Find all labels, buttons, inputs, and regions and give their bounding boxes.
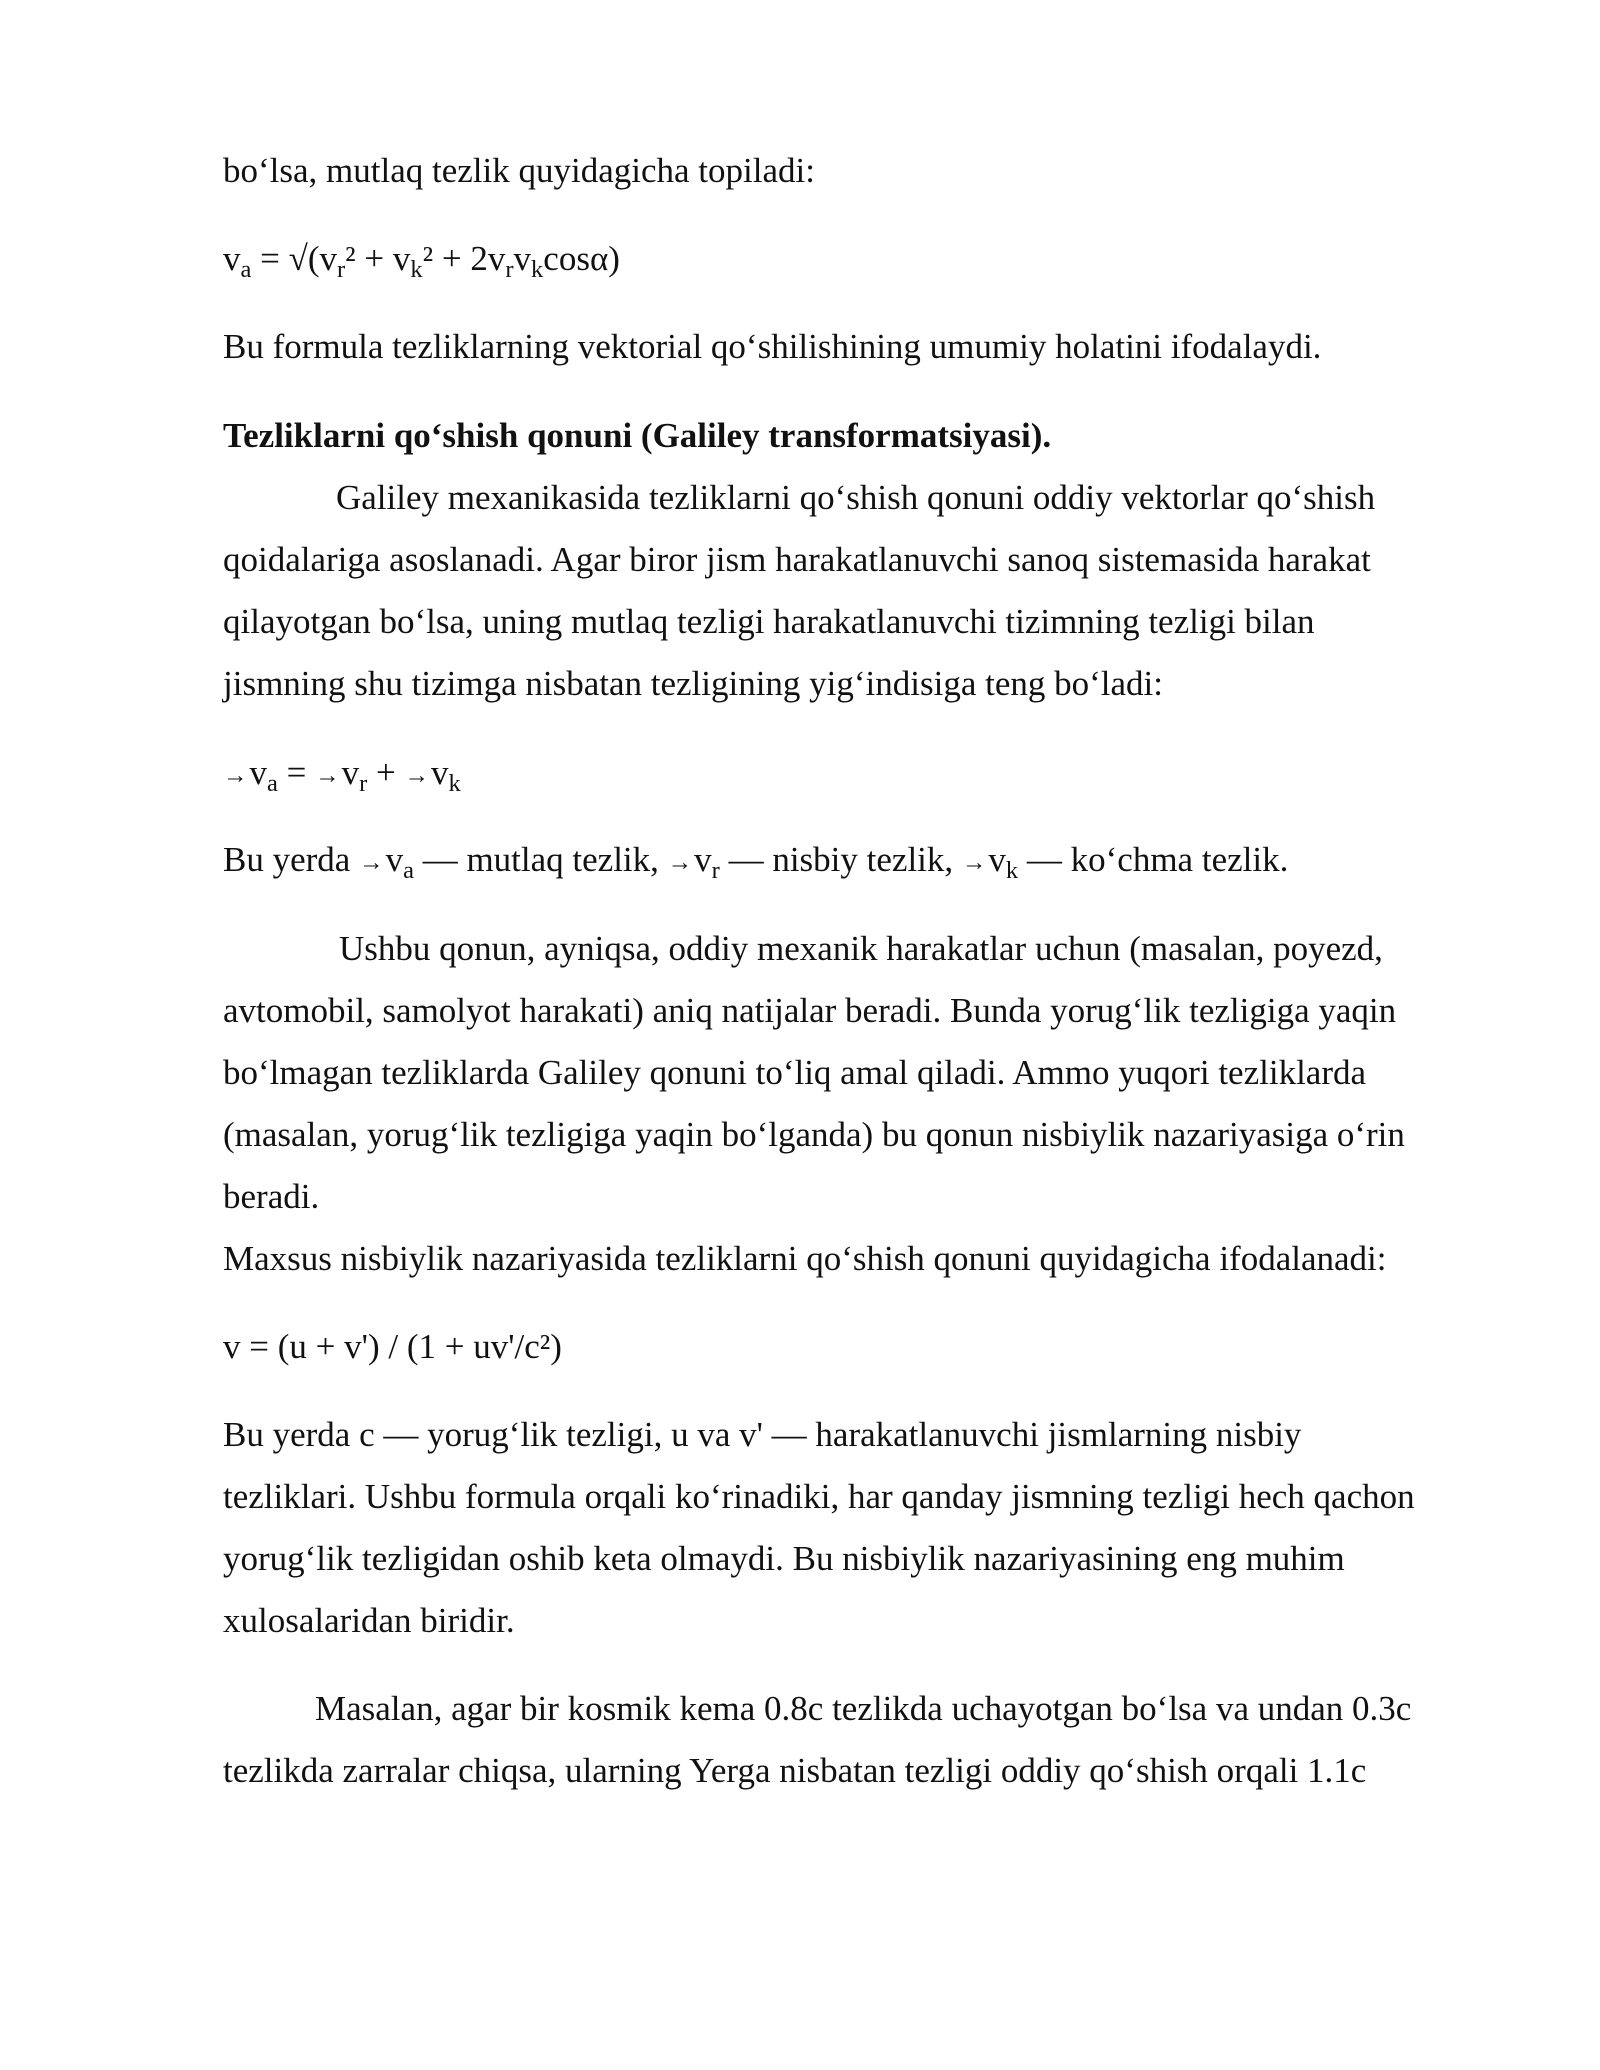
subscript-r: r [711, 856, 720, 884]
formula-relativistic: v = (u + v') / (1 + uv'/c²) [223, 1327, 562, 1366]
symbol-v: v [249, 753, 267, 792]
formula-part: = [277, 753, 316, 792]
paragraph-line: tezliklari. Ushbu formula orqali ko‘rinadiki, har qanday jismning tezligi hech qachon [223, 1477, 1415, 1516]
vector-arrow-icon: → [359, 848, 384, 876]
symbol-v: v [988, 840, 1006, 879]
text-line: Bu formula tezliklarning vektorial qo‘shilishining umumiy holatini ifodalaydi. [223, 327, 1322, 366]
text-part: — mutlaq tezlik, [413, 840, 668, 879]
vector-arrow-icon: → [315, 761, 340, 789]
symbol-v: v [341, 753, 360, 792]
paragraph-line: jismning shu tizimga nisbatan tezligining yig‘indisiga teng bo‘ladi: [223, 664, 1164, 703]
paragraph-line: Ushbu qonun, ayniqsa, oddiy mexanik harakatlar uchun (masalan, poyezd, [339, 929, 1383, 968]
formula-vector-sum [223, 753, 461, 797]
subscript-k: k [1005, 856, 1019, 884]
paragraph-line: Galiley mexanikasida tezliklarni qo‘shish qonuni oddiy vektorlar qo‘shish [336, 478, 1376, 517]
subscript-r: r [336, 255, 346, 283]
symbol-v: v [223, 239, 241, 278]
paragraph-line: bo‘lmagan tezliklarda Galiley qonuni to‘liq amal qiladi. Ammo yuqori tezliklarda [223, 1053, 1367, 1092]
vector-arrow-icon: → [223, 761, 248, 789]
subscript-a: a [403, 856, 414, 884]
text-part: — ko‘chma tezlik. [1018, 840, 1289, 879]
symbol-v: v [431, 753, 449, 792]
paragraph-line: qoidalariga asoslanadi. Agar biror jism harakatlanuvchi sanoq sistemasida harakat [223, 540, 1371, 579]
paragraph-line: Masalan, agar bir kosmik kema 0.8c tezlikda uchayotgan bo‘lsa va undan 0.3c [315, 1689, 1412, 1728]
paragraph-line: Bu yerda c — yorug‘lik tezligi, u va v' — harakatlanuvchi jismlarning nisbiy [223, 1415, 1302, 1454]
text-line: bo‘lsa, mutlaq tezlik quyidagicha topiladi: [223, 151, 815, 190]
text-part: — nisbiy tezlik, [719, 840, 962, 879]
subscript-k: k [448, 769, 461, 797]
formula-part: ² + v [345, 239, 411, 278]
paragraph-line: yorug‘lik tezligidan oshib keta olmaydi. Bu nisbiylik nazariyasining eng muhim [223, 1539, 1345, 1578]
formula-absolute-speed [223, 239, 620, 283]
subscript-k: k [410, 255, 423, 283]
text-part: Bu yerda [223, 840, 360, 879]
formula-part: cosα) [543, 239, 620, 278]
paragraph-line: xulosalaridan biridir. [223, 1601, 515, 1640]
symbol-v: v [694, 840, 712, 879]
paragraph-line: qilayotgan bo‘lsa, uning mutlaq tezligi harakatlanuvchi tizimning tezligi bilan [223, 602, 1315, 641]
subscript-r: r [359, 769, 368, 797]
vector-arrow-icon: → [961, 848, 987, 876]
text-line: Maxsus nisbiylik nazariyasida tezliklarni qo‘shish qonuni quyidagicha ifodalanadi: [223, 1239, 1387, 1278]
subscript-a: a [267, 769, 278, 797]
vector-arrow-icon: → [404, 761, 430, 789]
paragraph-line: beradi. [223, 1177, 320, 1216]
vector-arrow-icon: → [667, 848, 693, 876]
subscript-a: a [240, 255, 252, 283]
formula-part: = √(v [251, 239, 337, 278]
section-heading: Tezliklarni qo‘shish qonuni (Galiley transformatsiyasi). [223, 416, 1052, 455]
formula-part: + [367, 753, 405, 792]
symbol-v: v [513, 239, 532, 278]
text-line-definitions [223, 840, 1289, 884]
paragraph-line: (masalan, yorug‘lik tezligiga yaqin bo‘lganda) bu qonun nisbiylik nazariyasiga o‘rin [223, 1115, 1405, 1154]
subscript-k: k [531, 255, 544, 283]
paragraph-line: avtomobil, samolyot harakati) aniq natijalar beradi. Bunda yorug‘lik tezligiga yaqin [223, 991, 1397, 1030]
formula-part: ² + 2v [422, 239, 506, 278]
symbol-v: v [385, 840, 404, 879]
paragraph-line: tezlikda zarralar chiqsa, ularning Yerga nisbatan tezligi oddiy qo‘shish orqali 1.1c [223, 1751, 1367, 1790]
subscript-r: r [505, 255, 514, 283]
